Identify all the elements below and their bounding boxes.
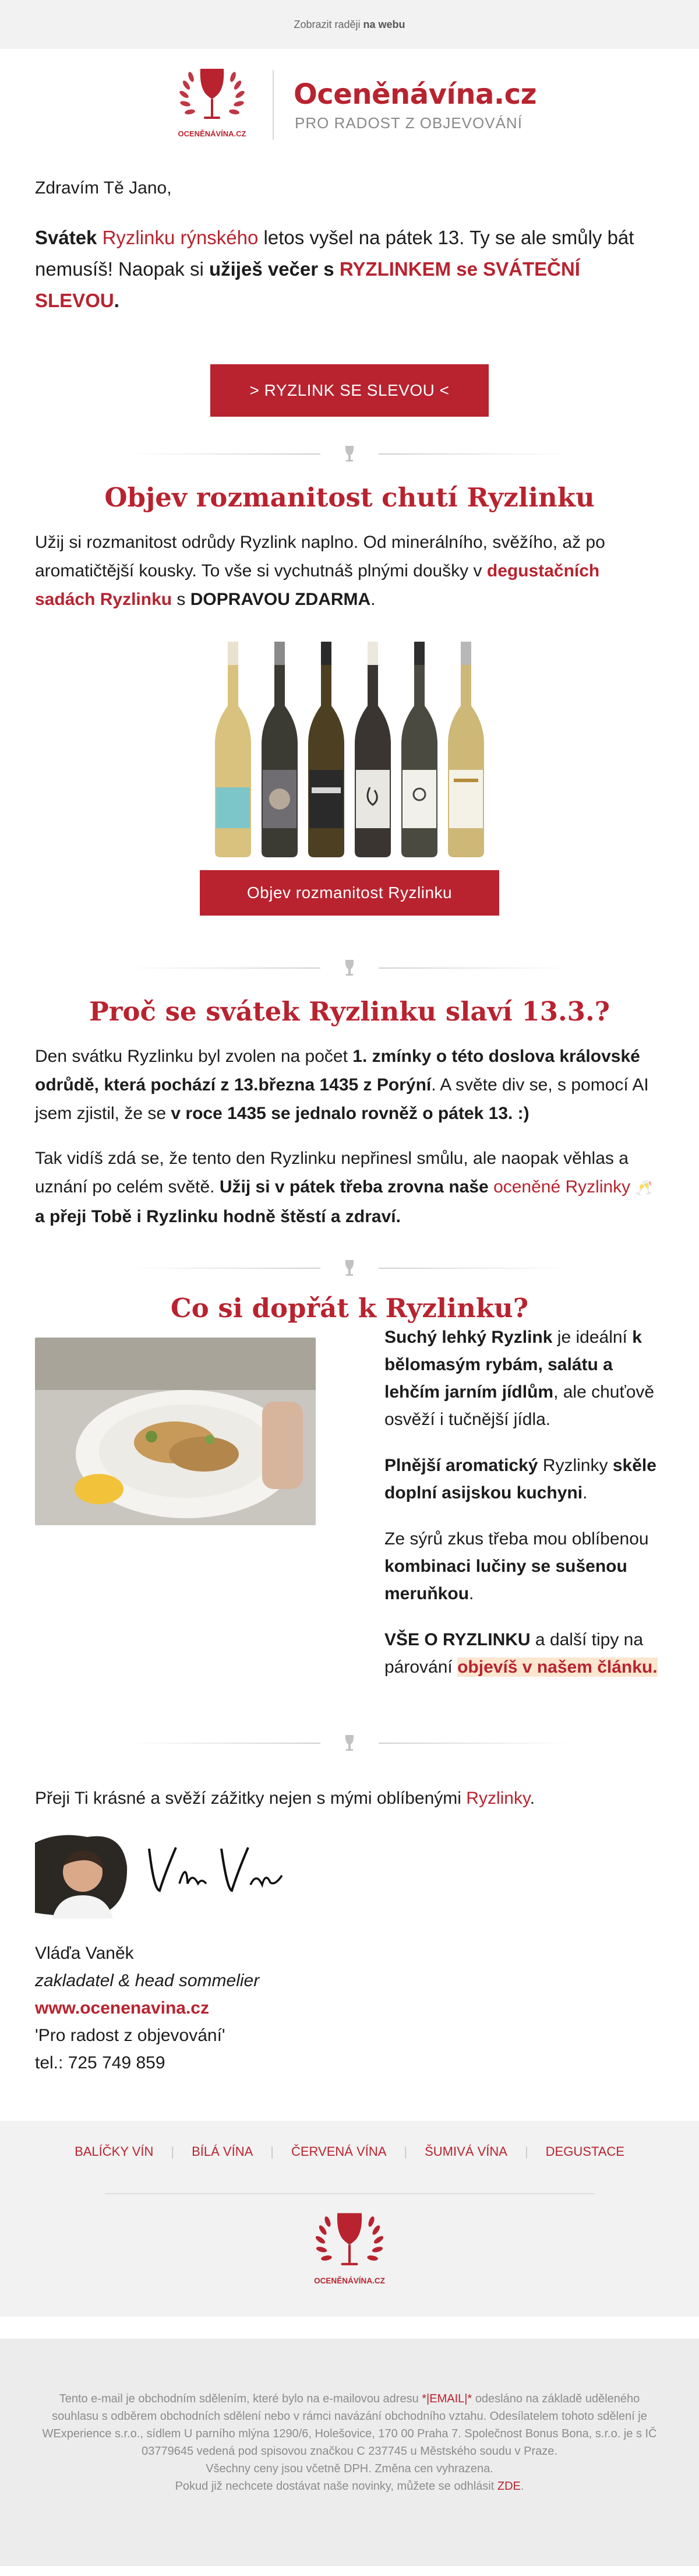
tip-cheese-1: Ze sýrů zkus třeba mou oblíbenou bbox=[384, 1529, 649, 1549]
view-on-web-link[interactable]: na webu bbox=[363, 19, 405, 30]
footer-logo-wordmark: OCENĚNÁVÍNA.CZ bbox=[314, 2276, 385, 2286]
bottle-1 bbox=[213, 642, 253, 857]
food-photo[interactable] bbox=[35, 1338, 316, 1525]
brand-tagline: PRO RADOST Z OBJEVOVÁNÍ bbox=[295, 114, 523, 132]
nav-tasting[interactable]: DEGUSTACE bbox=[545, 2144, 624, 2159]
motto: 'Pro radost z objevování' bbox=[35, 2026, 225, 2045]
tip-dry-4: , ale chuťově osvěží i tučnější jídla. bbox=[384, 1382, 655, 1429]
email-body bbox=[0, 174, 699, 1324]
author-name: Vláďa Vaněk bbox=[35, 1944, 134, 1963]
wine-glass-icon bbox=[339, 444, 360, 464]
tasting-sets-link[interactable]: degustačních sadách Ryzlinku bbox=[35, 561, 600, 609]
why-text-3: . A světe div se, s pomocí AI jsem zjistil, že se bbox=[35, 1075, 649, 1123]
wine-glass-icon bbox=[339, 958, 360, 979]
riesling-discount-button[interactable]: > RYZLINK SE SLEVOU < bbox=[210, 364, 489, 417]
tip-aromatic-4: . bbox=[582, 1483, 588, 1502]
unsubscribe-link[interactable]: ZDE bbox=[497, 2480, 521, 2493]
nav-separator: | bbox=[270, 2144, 274, 2159]
pairing-block bbox=[0, 1324, 699, 1732]
section-divider bbox=[128, 956, 571, 980]
footer-divider bbox=[105, 2193, 594, 2194]
section-title-pairing: Co si dopřát k Ryzlinku? bbox=[170, 1293, 529, 1324]
article-link[interactable]: objevíš v našem článku. bbox=[457, 1657, 658, 1677]
legal-text-1: Tento e-mail je obchodním sdělením, které bylo na e-mailovou adresu bbox=[59, 2392, 419, 2405]
tip-dry-1: Suchý lehký Ryzlink bbox=[384, 1328, 553, 1347]
website-link[interactable]: www.ocenenavina.cz bbox=[35, 1998, 209, 2018]
tip-aromatic-2: Ryzlinky bbox=[542, 1456, 608, 1475]
logo-wordmark: OCENĚNÁVÍNA.CZ bbox=[178, 129, 246, 138]
closing-text bbox=[35, 1784, 664, 1813]
nav-separator: | bbox=[404, 2144, 408, 2159]
diversity-text-2: s bbox=[176, 590, 186, 609]
legal-footer bbox=[0, 2339, 699, 2566]
intro-paragraph bbox=[35, 222, 664, 316]
legal-text-5: . bbox=[520, 2480, 524, 2493]
nav-red-wines[interactable]: ČERVENÁ VÍNA bbox=[291, 2144, 387, 2159]
bottle-2 bbox=[259, 642, 300, 857]
why-text-7: a přeji Tobě i Ryzlinku hodně štěstí a zdraví. bbox=[35, 1207, 401, 1226]
closing-riesling-link[interactable]: Ryzlinky bbox=[466, 1789, 530, 1808]
legal-text-4: Pokud již nechcete dostávat naše novinky, můžete se odhlásit bbox=[175, 2480, 495, 2493]
diversity-text-3: . bbox=[370, 590, 376, 609]
tip-dry-3: k bělomasým rybám, salátu a lehčím jarním jídlům bbox=[384, 1328, 642, 1402]
view-on-web-bar bbox=[0, 0, 699, 49]
signature-block bbox=[35, 1940, 664, 2077]
logo-divider bbox=[273, 70, 274, 140]
why-text-6: Užij si v pátek třeba zrovna naše bbox=[219, 1177, 489, 1196]
section-title-diversity: Objev rozmanitost chutí Ryzlinku bbox=[104, 482, 595, 513]
wine-glass-icon bbox=[339, 1733, 360, 1754]
closing-block bbox=[0, 1732, 699, 2077]
nav-sparkling-wines[interactable]: ŠUMIVÁ VÍNA bbox=[425, 2144, 507, 2159]
brand-name[interactable]: Oceněnávína.cz bbox=[294, 78, 537, 111]
author-photo bbox=[35, 1831, 128, 1919]
cheers-emoji: 🥂 bbox=[635, 1180, 653, 1196]
author-role: zakladatel & head sommelier bbox=[35, 1971, 260, 1990]
nav-separator: | bbox=[171, 2144, 175, 2159]
nav-wine-bundles[interactable]: BALÍČKY VÍN bbox=[75, 2144, 154, 2159]
tip-cheese-2: kombinaci lučiny se sušenou meruňkou bbox=[384, 1557, 627, 1603]
signature-images bbox=[35, 1831, 664, 1919]
why-paragraph-1 bbox=[35, 1042, 664, 1128]
intro-text-4: . bbox=[114, 290, 119, 311]
tip-article-1: VŠE O RYZLINKU bbox=[384, 1630, 531, 1649]
diversity-paragraph bbox=[35, 528, 664, 614]
tip-article bbox=[384, 1626, 658, 1681]
why-text-2: 1. zmínky o této doslova královské odrůdě, která pochází z 13.března 1435 z Porýní bbox=[35, 1047, 640, 1095]
bottle-4 bbox=[352, 642, 393, 857]
tip-aromatic bbox=[384, 1452, 658, 1507]
email-header bbox=[0, 49, 699, 160]
tip-cheese-3: . bbox=[469, 1584, 474, 1603]
legal-text-3: Všechny ceny jsou včetně DPH. Změna cen vyhrazena. bbox=[206, 2462, 493, 2475]
bottle-6 bbox=[446, 642, 486, 857]
tip-aromatic-1: Plnější aromatický bbox=[384, 1456, 538, 1475]
view-on-web-prefix: Zobrazit raději bbox=[294, 19, 361, 30]
why-paragraph-2 bbox=[35, 1144, 664, 1231]
legal-text-2: odesláno na základě uděleného souhlasu s odběrem obchodních sdělení nebo v rámci navázání obchodního vztahu. Odesílatelem tohoto sdělení je WExperience s.r.o., sídlem U parního mlýna 1290/6, Holešovice, 170 00 Praha 7. Společnost Bonus Bona, s.r.o. je s IČ 03779645 vedená pod spisovou značkou C 237745 u Městského soudu v Praze. bbox=[42, 2392, 657, 2458]
why-text-1: Den svátku Ryzlinku byl zvolen na počet bbox=[35, 1047, 348, 1066]
intro-riesling-link[interactable]: Ryzlinku rýnského bbox=[102, 227, 259, 248]
bottle-lineup-image[interactable] bbox=[35, 636, 664, 857]
greeting: Zdravím Tě Jano, bbox=[35, 178, 172, 198]
closing-text-2: . bbox=[529, 1789, 535, 1808]
section-divider bbox=[128, 442, 571, 466]
email-merge-tag: *|EMAIL|* bbox=[422, 2392, 472, 2405]
free-shipping-text: DOPRAVOU ZDARMA bbox=[190, 590, 371, 609]
why-text-5: Tak vidíš zdá se, že tento den Ryzlinku nepřinesl smůlu, ale naopak věhlas a uznání po celém světě. bbox=[35, 1149, 629, 1196]
bottle-3 bbox=[306, 642, 347, 857]
closing-text-1: Přeji Ti krásné a svěží zážitky nejen s mými oblíbenými bbox=[35, 1789, 461, 1808]
legal-text bbox=[35, 2390, 664, 2495]
handwritten-signature bbox=[146, 1837, 285, 1901]
diversity-text-1: Užij si rozmanitost odrůdy Ryzlink naplno. Od minerálního, svěžího, až po aromatičtější kousky. To vše si vychutnáš plnými doušky v bbox=[35, 533, 605, 580]
intro-text-1: Svátek bbox=[35, 227, 97, 248]
footer-logo-icon[interactable] bbox=[306, 2208, 393, 2296]
why-text-4: v roce 1435 se jednalo rovněž o pátek 13. :) bbox=[171, 1104, 529, 1123]
section-divider bbox=[128, 1257, 571, 1280]
awarded-rieslings-link[interactable]: oceněné Ryzlinky bbox=[493, 1177, 631, 1196]
footer-navigation-band bbox=[0, 2121, 699, 2317]
section-title-why: Proč se svátek Ryzlinku slaví 13.3.? bbox=[89, 996, 610, 1027]
tip-cheese bbox=[384, 1525, 658, 1607]
nav-separator: | bbox=[524, 2144, 528, 2159]
intro-text-3: užiješ večer s bbox=[209, 258, 334, 280]
wine-glass-icon bbox=[339, 1258, 360, 1279]
intro-text-2: letos vyšel na pátek 13. Ty se ale smůly bát nemusíš! Naopak si bbox=[35, 227, 634, 280]
tip-article-2: a další tipy na párování bbox=[384, 1630, 644, 1677]
discover-riesling-button[interactable]: Objev rozmanitost Ryzlinku bbox=[200, 870, 499, 916]
section-divider bbox=[128, 1732, 571, 1755]
bottle-5 bbox=[399, 642, 440, 857]
phone-number[interactable]: tel.: 725 749 859 bbox=[35, 2053, 165, 2072]
pairing-tips bbox=[384, 1324, 658, 1681]
footer-nav bbox=[0, 2144, 699, 2159]
tip-dry bbox=[384, 1324, 658, 1433]
tip-aromatic-3: skěle doplní asijskou kuchyni bbox=[384, 1456, 656, 1502]
logo-icon[interactable] bbox=[170, 65, 254, 147]
intro-discount-link[interactable]: RYZLINKEM se SVÁTEČNÍ SLEVOU bbox=[35, 258, 580, 311]
tip-dry-2: je ideální bbox=[557, 1328, 627, 1347]
nav-white-wines[interactable]: BÍLÁ VÍNA bbox=[192, 2144, 253, 2159]
